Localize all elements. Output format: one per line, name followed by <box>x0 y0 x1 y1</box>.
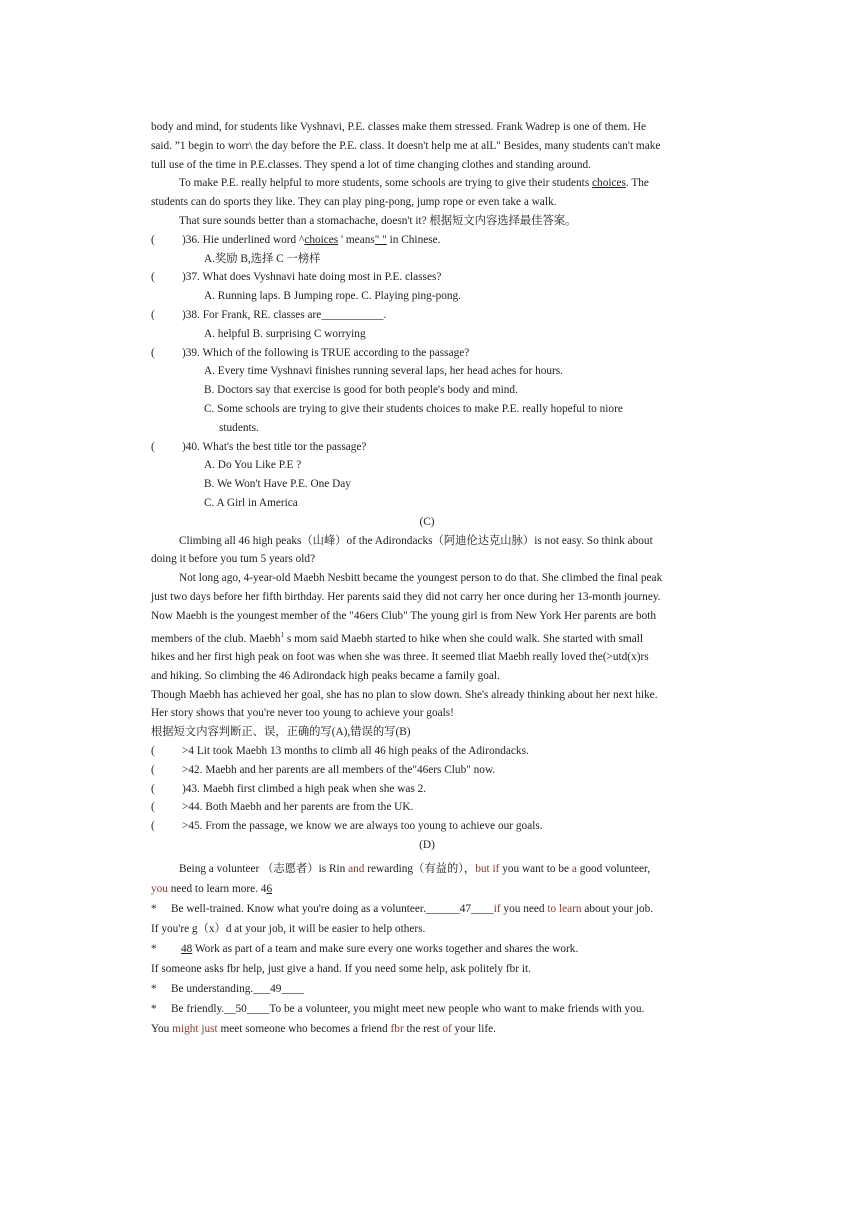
passage-d-bullet: * Be understanding.___49____ <box>151 982 305 995</box>
question-38-options: A. helpful B. surprising C worrying <box>204 327 366 340</box>
passage-b-line: tull use of the time in P.E.classes. They spend a lot of time changing clothes and standing around. <box>151 158 591 171</box>
passage-c-line: members of the club. Maebh$^1$ s mom said Maebh started to hike when she could walk. She started with small <box>151 630 643 645</box>
passage-c-line: just two days before her fifth birthday. Her parents said they did not carry her once during her 13-month journey. <box>151 590 661 603</box>
passage-b-line: said. ”1 begin to worr\ the day before the P.E. class. It doesn't help me at alL" Besides, many students can't make <box>151 139 661 152</box>
question-39: ( )39. Which of the following is TRUE according to the passage? <box>151 346 470 359</box>
passage-c-line: Her story shows that you're never too young to achieve your goals! <box>151 707 454 720</box>
question-40-option-b: B. We Won't Have P.E. One Day <box>204 478 351 491</box>
passage-d-line: You might just meet someone who becomes a friend fbr the rest of your life. <box>151 1022 496 1035</box>
passage-d-line: Being a volunteer （志愿者）is Rin and rewarding（有益的），but if you want to be a good volunteer, <box>179 862 651 875</box>
question-37: ( )37. What does Vyshnavi hate doing most in P.E. classes? <box>151 271 442 284</box>
passage-b-line: students can do sports they like. They can play ping-pong, jump rope or even take a walk. <box>151 196 557 209</box>
question-39-option-c-cont: students. <box>219 421 259 434</box>
question-40: ( )40. What's the best title tor the passage? <box>151 440 367 453</box>
passage-d-bullet: * 48 Work as part of a team and make sure every one works together and shares the work. <box>151 942 579 955</box>
question-36-options: A.奖励 B,选择 C 一榜样 <box>204 252 321 265</box>
question-38: ( )38. For Frank, RE. classes are___________. <box>151 308 387 321</box>
question-39-option-b: B. Doctors say that exercise is good for both people's body and mind. <box>204 384 518 397</box>
question-40-option-a: A. Do You Like P.E ? <box>204 459 302 472</box>
question-37-options: A. Running laps. B Jumping rope. C. Playing ping-pong. <box>204 290 462 303</box>
question-39-option-c: C. Some schools are trying to give their students choices to make P.E. really hopeful to niore <box>204 402 623 415</box>
question-45: ( >45. From the passage, we know we are always too young to achieve our goals. <box>151 820 543 833</box>
passage-d-bullet: * Be friendly.__50____To be a volunteer, you might meet new people who want to make friends with you. <box>151 1002 645 1015</box>
passage-d-line: you need to learn more. 46 <box>151 882 273 895</box>
passage-c-line: Not long ago, 4-year-old Maebh Nesbitt became the youngest person to do that. She climbed the final peak <box>179 572 663 585</box>
passage-c-line: hikes and her first high peak on foot was when she was three. It seemed tliat Maebh really loved the(>utd(x)rs <box>151 651 649 664</box>
section-c-instruction: 根据短文内容判断正、误，正确的写(A),错误的写(B) <box>151 726 411 739</box>
document-page <box>151 118 703 1039</box>
passage-d-bullet: * Be well-trained. Know what you're doing as a volunteer.______47____if you need to learn about your job. <box>151 902 654 915</box>
section-c-heading: (C) <box>419 515 435 528</box>
question-41: ( >4 Lit took Maebh 13 months to climb all 46 high peaks of the Adirondacks. <box>151 745 529 758</box>
question-36: ( )36. Hie underlined word ^choices ' means" " in Chinese. <box>151 233 441 246</box>
passage-b-line: body and mind, for students like Vyshnavi, P.E. classes make them stressed. Frank Wadrep is one of them. He <box>151 121 647 133</box>
question-43: ( )43. Maebh first climbed a high peak when she was 2. <box>151 782 427 795</box>
passage-c-line: Now Maebh is the youngest member of the "46ers Club" The young girl is from New York Her parents are both <box>151 609 657 622</box>
passage-d-line: If you're g（x）d at your job, it will be easier to help others. <box>151 922 426 935</box>
passage-b-line: That sure sounds better than a stomachache, doesn't it? 根据短文内容选择最佳答案。 <box>179 214 577 227</box>
question-40-option-c: C. A Girl in America <box>204 496 298 509</box>
section-d-heading: (D) <box>419 839 435 852</box>
passage-c-line: Climbing all 46 high peaks（山峰）of the Adirondacks（阿迪伦达克山脉）is not easy. So think about <box>179 534 653 547</box>
passage-c-line: Though Maebh has achieved her goal, she has no plan to slow down. She's already thinking about her next hike. <box>151 688 658 701</box>
question-39-option-a: A. Every time Vyshnavi finishes running several laps, her head aches for hours. <box>204 365 564 378</box>
passage-b-line: To make P.E. really helpful to more students, some schools are trying to give their students choices. The <box>179 177 649 190</box>
question-42: ( >42. Maebh and her parents are all members of the"46ers Club" now. <box>151 763 496 776</box>
question-44: ( >44. Both Maebh and her parents are from the UK. <box>151 801 414 814</box>
underlined-word: choices <box>592 177 626 190</box>
passage-c-line: doing it before you tum 5 years old? <box>151 553 316 566</box>
passage-c-line: and hiking. So climbing the 46 Adirondack high peaks became a family goal. <box>151 669 500 682</box>
passage-d-line: If someone asks fbr help, just give a hand. If you need some help, ask politely fbr it. <box>151 962 531 975</box>
